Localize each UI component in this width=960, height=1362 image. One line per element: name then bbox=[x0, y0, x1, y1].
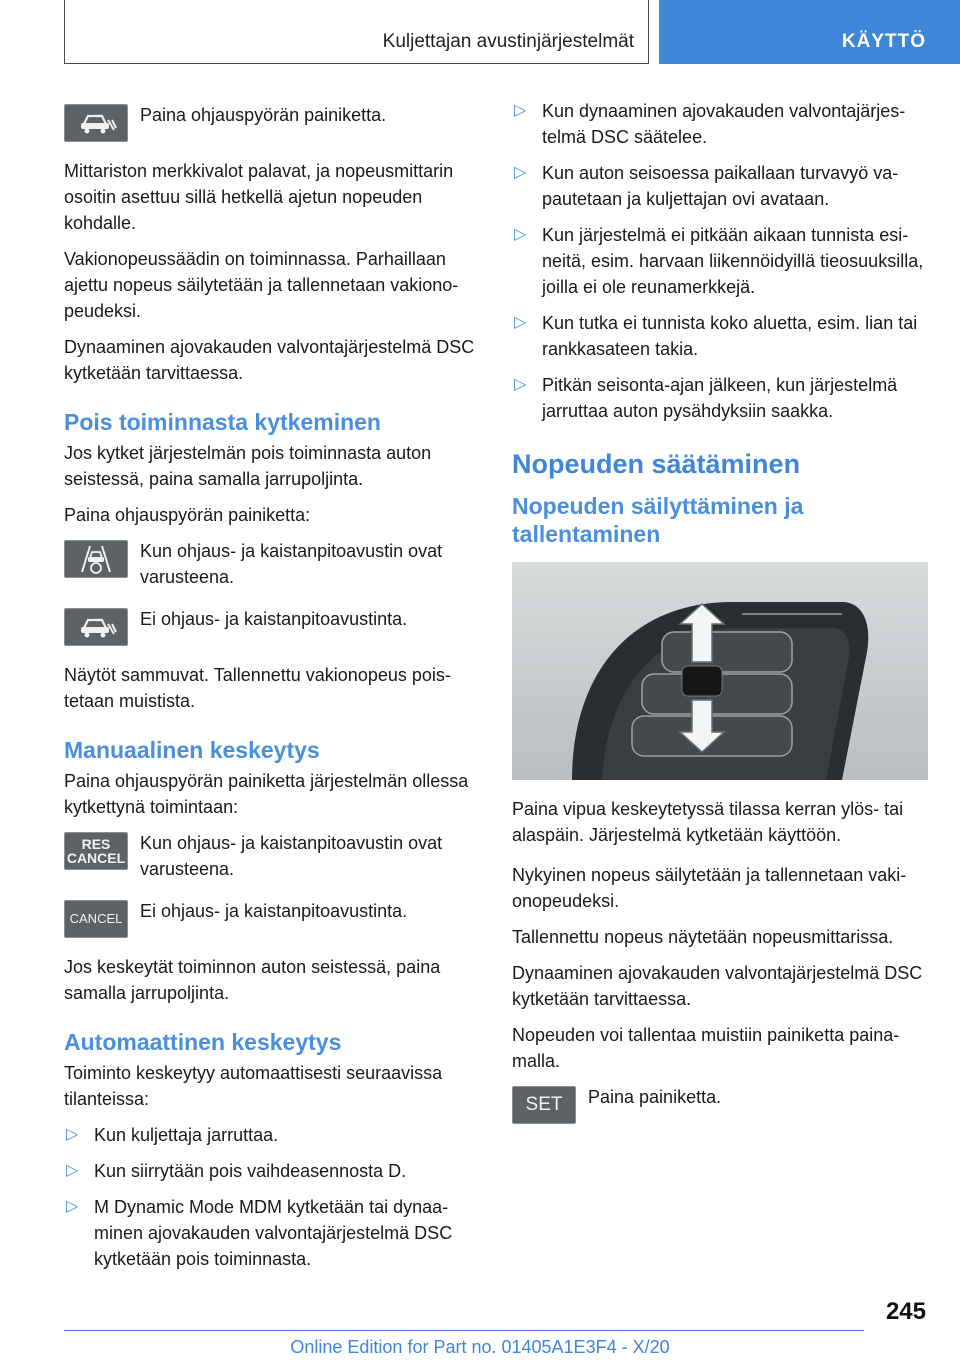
chapter-title: Kuljettajan avustinjärjestelmät bbox=[382, 31, 634, 52]
cancel-icon bbox=[64, 900, 128, 938]
list-item: ▷ Kun siirrytään pois vaihdeasennosta D. bbox=[64, 1158, 478, 1184]
list-item: ▷ Kun järjestelmä ei pitkään aikaan tunnista esineitä, esim. harvaan liikennöidyillä tieosuuksilla, joilla ei ole reunamerkkejä. bbox=[512, 222, 928, 300]
section-tab bbox=[659, 0, 960, 64]
triangle-bullet-icon: ▷ bbox=[514, 376, 527, 393]
cruise-button-text: Paina ohjauspyörän painiketta. bbox=[140, 105, 387, 125]
triangle-bullet-icon: ▷ bbox=[514, 164, 527, 181]
heading-switch-off: Pois toiminnasta kytkeminen bbox=[64, 409, 381, 435]
paragraph: Dynaaminen ajovakauden valvontajärjestelmä DSC kytketään tarvittaessa. bbox=[64, 337, 475, 383]
triangle-bullet-icon: ▷ bbox=[514, 102, 527, 119]
cruise-control-icon bbox=[64, 104, 128, 142]
triangle-bullet-icon: ▷ bbox=[514, 226, 527, 243]
paragraph: Dynaaminen ajovakauden valvontajärjestelmä DSC kytketään tarvittaessa. bbox=[512, 963, 923, 1009]
lane-assist-icon bbox=[64, 540, 128, 578]
cruise-button-row bbox=[64, 102, 478, 142]
paragraph: Nykyinen nopeus säilytetään ja tallennetaan vakionopeudeksi. bbox=[512, 865, 907, 911]
triangle-bullet-icon: ▷ bbox=[66, 1162, 79, 1179]
page-number: 245 bbox=[885, 1298, 926, 1325]
heading-speed-adjust: Nopeuden säätäminen bbox=[512, 449, 801, 479]
paragraph: Nopeuden voi tallentaa muistiin painiketta painamalla. bbox=[512, 1025, 900, 1071]
footer-edition: Online Edition for Part no. 01405A1E3F4 - X/20 bbox=[290, 1337, 670, 1357]
list-item: ▷ M Dynamic Mode MDM kytketään tai dynaaminen ajovakauden valvontajärjestelmä DSC kytketään pois toiminnasta. bbox=[64, 1194, 478, 1272]
paragraph: Vakionopeussäädin on toiminnassa. Parhaillaan ajettu nopeus säilytetään ja tallennetaan vakionopeudeksi. bbox=[64, 249, 459, 321]
cancel-label: CANCEL bbox=[69, 911, 123, 926]
steering-wheel-controls-image bbox=[512, 562, 928, 780]
res-cancel-row bbox=[64, 830, 478, 882]
res-cancel-text: Kun ohjaus- ja kaistanpitoavustin ovat varusteena. bbox=[140, 833, 443, 879]
paragraph: Jos kytket järjestelmän pois toiminnasta auton seistessä, paina samalla jarrupoljinta. bbox=[64, 443, 432, 489]
set-button-text: Paina painiketta. bbox=[588, 1087, 722, 1107]
list-item: ▷ Kun kuljettaja jarruttaa. bbox=[64, 1122, 478, 1148]
cancel-row bbox=[64, 898, 478, 938]
heading-auto-pause: Automaattinen keskeytys bbox=[64, 1029, 342, 1055]
auto-pause-list-continued bbox=[512, 98, 928, 424]
footer-divider bbox=[64, 1330, 864, 1331]
paragraph: Näytöt sammuvat. Tallennettu vakionopeus poistetaan muistista. bbox=[64, 665, 451, 711]
paragraph: Paina ohjauspyörän painiketta järjestelmän ollessa kytkettynä toimintaan: bbox=[64, 771, 469, 817]
set-label: SET bbox=[525, 1094, 563, 1115]
res-cancel-label: RES CANCEL bbox=[66, 836, 126, 866]
lane-assist-text: Kun ohjaus- ja kaistanpitoavustin ovat varusteena. bbox=[140, 541, 443, 587]
cruise-control-icon bbox=[64, 608, 128, 646]
heading-manual-pause: Manuaalinen keskeytys bbox=[64, 737, 320, 763]
paragraph: Paina ohjauspyörän painiketta: bbox=[64, 505, 311, 525]
section-title: KÄYTTÖ bbox=[841, 31, 926, 52]
paragraph: Jos keskeytät toiminnon auton seistessä, paina samalla jarrupoljinta. bbox=[64, 957, 441, 1003]
paragraph: Mittariston merkkivalot palavat, ja nopeusmittarin osoitin asettuu sillä hetkellä ajetun nopeuden kohdalle. bbox=[64, 161, 454, 233]
heading-keep-store: Nopeuden säilyttäminen ja tallentaminen bbox=[512, 493, 804, 547]
list-item: ▷ Kun tutka ei tunnista koko aluetta, esim. lian tai rankkasateen takia. bbox=[512, 310, 928, 362]
auto-pause-list bbox=[64, 1122, 478, 1272]
triangle-bullet-icon: ▷ bbox=[514, 314, 527, 331]
triangle-bullet-icon: ▷ bbox=[66, 1198, 79, 1215]
paragraph: Toiminto keskeytyy automaattisesti seuraavissa tilanteissa: bbox=[64, 1063, 443, 1109]
res-cancel-icon bbox=[64, 832, 128, 870]
cancel-text: Ei ohjaus- ja kaistanpitoavustinta. bbox=[140, 901, 408, 921]
cruise-only-row bbox=[64, 606, 478, 646]
paragraph: Tallennettu nopeus näytetään nopeusmittarissa. bbox=[512, 927, 894, 947]
left-column bbox=[64, 98, 478, 1282]
cruise-only-text: Ei ohjaus- ja kaistanpitoavustinta. bbox=[140, 609, 408, 629]
set-icon bbox=[512, 1086, 576, 1124]
list-item: ▷ Kun auton seisoessa paikallaan turvavyö vapautetaan ja kuljettajan ovi avataan. bbox=[512, 160, 928, 212]
chapter-tab bbox=[64, 0, 649, 64]
paragraph: Paina vipua keskeytetyssä tilassa kerran ylös- tai alaspäin. Järjestelmä kytketään käyttöön. bbox=[512, 799, 904, 845]
page-header bbox=[0, 0, 960, 66]
triangle-bullet-icon: ▷ bbox=[66, 1126, 79, 1143]
set-button-row bbox=[512, 1084, 928, 1124]
right-column bbox=[512, 98, 928, 1140]
list-item: ▷ Kun dynaaminen ajovakauden valvontajärjestelmä DSC säätelee. bbox=[512, 98, 928, 150]
list-item: ▷ Pitkän seisonta-ajan jälkeen, kun järjestelmä jarruttaa auton pysähdyksiin saakka. bbox=[512, 372, 928, 424]
lane-assist-row bbox=[64, 538, 478, 590]
